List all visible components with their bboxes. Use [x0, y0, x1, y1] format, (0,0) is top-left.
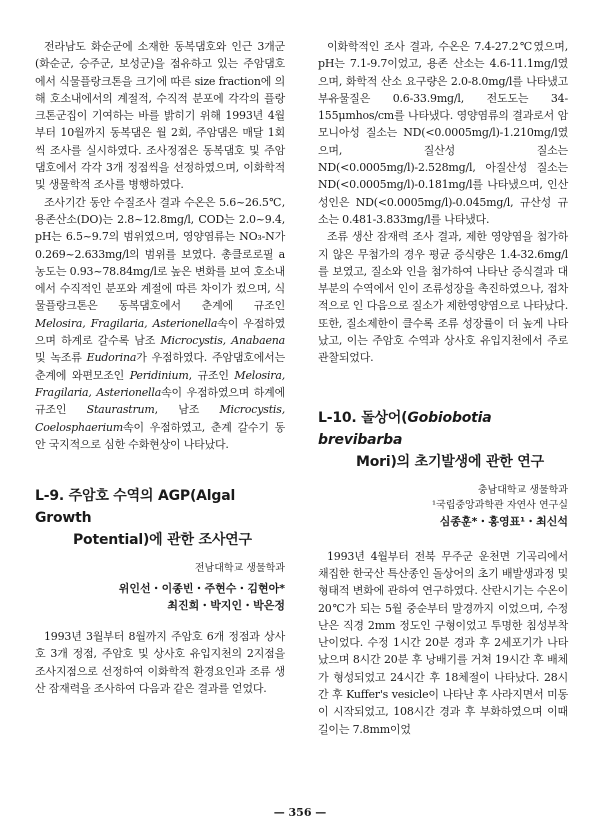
- affiliation-l10-line1: 충남대학교 생물학과: [477, 484, 568, 496]
- left-paragraph-1: 전라남도 화순군에 소재한 동복댐호와 인근 3개군(화순군, 승주군, 보성군)을 점유하고 있는 주암댐호에서 식물플랑크톤을 크기에 따른 size fraction에 의해 호소내에서의 계절적, 수직적 분포에 각각의 플랑크톤군집이 기여하는 바를 밝히기 위해 1993년 4월부터 10월까지 동복댐은 월 2회, 주암댐은 매달 1회씩 조사를 실시하였다. 조사정점은 동복댐호 및 주암댐호에서 각각 3개 정점씩을 선정하였으며, 이화학적 및 생물학적 조사를 병행하였다.: [35, 40, 285, 192]
- right-paragraph-2: 조류 생산 잠재력 조사 결과, 제한 영양염을 첨가하지 않은 무첨가의 경우 평균 증식량은 1.4-32.6mg/l를 보였고, 질소와 인을 첨가하여 나타난 증식결과 대부분의 수역에서 인이 조류성장을 촉진하였으나, 접차적으로 인 다음으로 질소가 제한영양염으로 나타났다. 또한, 질소제한이 클수록 조류 성장률이 더 높게 나타났고, 이는 주암호 수역과 상사호 유입지천에서 주로 관찰되었다.: [318, 230, 568, 365]
- right-paragraph-3: 1993년 4월부터 전북 무주군 운천면 기곡리에서 채집한 한국산 특산종인 돌상어의 초기 배발생과정 및 형태적 변화에 관하여 연구하였다. 산란시기는 수온이 20℃가 되는 5월 중순부터 말경까지 이었으며, 수정난은 직경 2mm 정도인 구형이었고 투명한 침성부착난이었다. 수정 1시간 20분 경과 후 2세포기가 나타났으며 8시간 20분 후 낭배기를 거쳐 19시간 후 배체가 형성되었고 24시간 후 18체절이 나타났다. 28시간 후 Kuffer's vesicle이 나타난 후 사라지면서 미동이 시작되었고, 108시간 경과 후 부화하였으며 이때 길이는 7.8mm이었: [318, 549, 568, 736]
- authors-l9-line2: 최진희・박지인・박은정: [167, 599, 285, 613]
- authors-l9-line1: 위인선・이종빈・주현수・김현아*: [118, 582, 285, 596]
- left-paragraph-2: 조사기간 동안 수질조사 결과 수온은 5.6~26.5℃, 용존산소(DO)는 2.8~12.8mg/l, COD는 2.0~9.4, pH는 6.5~9.7의 범위였으며, 영양염류는 NO₃-N가 0.269~2.633mg/l의 범위를 보였다. 총클로로필 a 농도는 0.93~78.84mg/l로 높은 변화를 보여 호소내에서 수직적인 분포와 계절에 따른 차이가 컸으며, 식물플랑크톤은 동복댐호에서 춘계에 규조인 Melosira, Fragilaria, Asterionella속이 우점하였으며 하계로 갈수록 남조 Microcystis, Anabaena 및 녹조류 Eudorina가 우점하였다. 주암댐호에서는 춘계에 와편모조인 Peridinium, 규조인 Melosira, Fragilaria, Asterionella속이 우점하였으며 하계에 규조인 Staurastrum, 남조 Microcystis, Coelosphaerium속이 우점하였고, 춘계 갈수기 동안 국지적으로 심한 수화현상이 나타났다.: [35, 195, 286, 451]
- section-title-l10: L-10. 돌상어(Gobiobotia brevibarba Mori)의 초기발생에 관한 연구: [318, 409, 544, 470]
- authors-l10: 심종훈*・홍영표¹・최신석: [439, 514, 568, 528]
- section-title-l9: L-9. 주암호 수역의 AGP(Algal Growth Potential)에 관한 조사연구: [35, 488, 252, 549]
- page-number: — 356 —: [273, 806, 327, 819]
- right-column: [318, 38, 568, 738]
- affiliation-l9: 전남대학교 생물학과: [194, 563, 285, 575]
- right-paragraph-1: 이화학적인 조사 결과, 수온은 7.4-27.2℃였으며, pH는 7.1-9.7이었고, 용존 산소는 4.6-11.1mg/l였으며, 화학적 산소 요구량은 2.0-8.0mg/l를 나타냈고 부유물질은 0.6-33.9mg/l, 전도도는 34-155μmhos/cm를 나타냈다. 영양염류의 결과로서 암모니아성 질소는 ND(<0.0005mg/l)-1.210mg/l였으며, 질산성 질소는 ND(<0.0005mg/l)-2.528mg/l, 아질산성 질소는 ND(<0.0005mg/l)-0.181mg/l를 나타냈으며, 인산성인은 ND(<0.0005mg/l)-0.045mg/l, 규산성 규소는 0.481-3.833mg/l를 나타냈다.: [318, 40, 568, 226]
- left-paragraph-3: 1993년 3월부터 8월까지 주암호 6개 정점과 상사호 3개 정점, 주암호 및 상사호 유입지천의 2지점을 조사지점으로 선정하여 이화학적 환경요인과 조류 생산 잠재력을 조사하여 다음과 같은 결과를 얻었다.: [35, 630, 285, 696]
- left-column: [35, 38, 285, 697]
- affiliation-l10-line2: ¹국립중앙과학관 자연사 연구실: [432, 499, 568, 511]
